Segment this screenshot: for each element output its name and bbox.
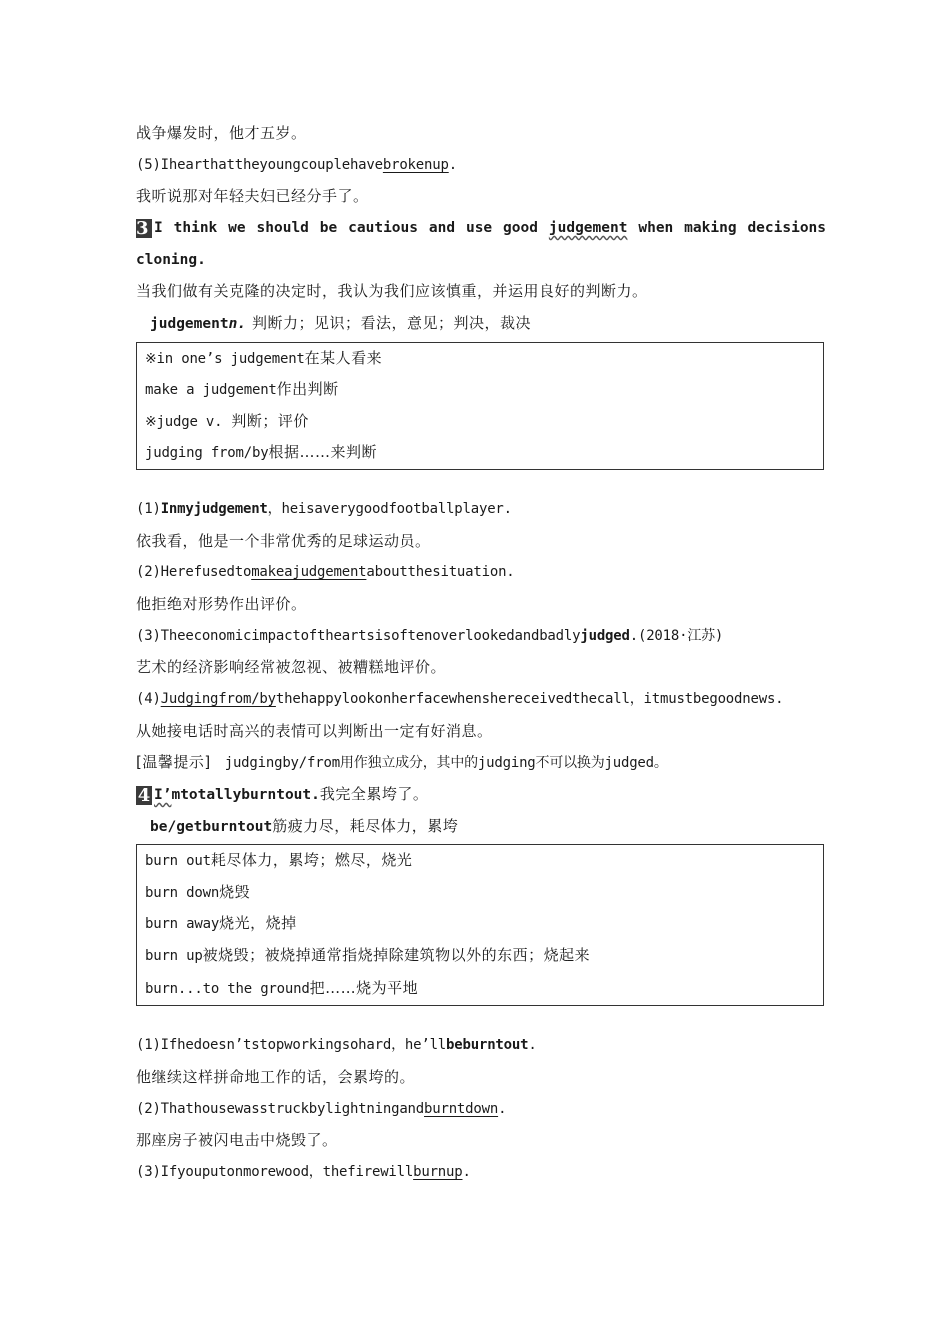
translation-line: 从她接电话时高兴的表情可以判断出一定有好消息。 — [136, 721, 493, 740]
example-2 — [136, 1094, 826, 1126]
phrase-meaning: 在某人看来 — [304, 348, 383, 367]
phrase-meaning: 把……烧为平地 — [309, 979, 419, 998]
phrase-box — [136, 342, 824, 470]
example-3 — [136, 1157, 826, 1189]
box-row — [145, 406, 815, 438]
underlined-phrase: burntdown — [424, 1100, 499, 1117]
headword-meaning: 筋疲力尽，耗尽体力，累垮 — [272, 816, 459, 835]
example-2 — [136, 557, 826, 589]
phrase: burn up — [145, 947, 203, 964]
phrase: ※judge v. — [145, 413, 223, 430]
section-number-badge: 3 — [136, 219, 152, 238]
sentence-text: mtotallyburntout. — [171, 787, 320, 803]
box-row — [145, 374, 815, 406]
underlined-phrase: Judgingfrom/by — [160, 690, 276, 707]
phrase-meaning: 耗尽体力，累垮；燃尽，烧光 — [210, 851, 413, 870]
phrase: ※in one’s judgement — [145, 350, 305, 367]
sentence-translation: 我完全累垮了。 — [319, 785, 429, 803]
example-text: (3)Ifyouputonmorewood，thefirewill — [136, 1164, 414, 1181]
headword: judgement — [150, 316, 229, 333]
sentence-text: when making decisions — [638, 220, 826, 237]
example-1 — [136, 1030, 826, 1062]
section-number-badge: 4 — [137, 785, 151, 806]
section-4-headword — [136, 811, 826, 843]
example-text: (2)Thathousewasstruckbylightningand — [136, 1100, 425, 1117]
phrase: judging from/by — [145, 445, 269, 462]
section-3-headword — [136, 308, 826, 340]
example-text: (1)Ifhedoesn’tstopworkingsohard，he’ll — [136, 1037, 447, 1054]
section-3-sentence-cont: cloning. — [136, 251, 206, 268]
example-text: (1) — [136, 500, 161, 517]
phrase-meaning: 作出判断 — [276, 380, 339, 399]
section-3-translation: 当我们做有关克隆的决定时，我认为我们应该慎重，并运用良好的判断力。 — [136, 282, 648, 301]
box-row — [145, 343, 815, 375]
phrase-meaning: 被烧毁；被烧掉通常指烧掉除建筑物以外的东西；烧起来 — [202, 945, 591, 964]
example-text: aboutthesituation. — [366, 564, 515, 581]
underlined-phrase: burnup — [413, 1164, 463, 1181]
headword: be/getburntout — [150, 818, 273, 835]
example-text: thehappylookonherfacewhenshereceivedthecall，itmustbegoodnews. — [275, 690, 784, 707]
underlined-phrase: makeajudgement — [251, 564, 367, 581]
box-row — [145, 908, 815, 940]
section-4-sentence — [136, 779, 826, 811]
example-text: . — [498, 1100, 507, 1117]
tip-label: [温馨提示] — [136, 753, 211, 772]
phrase: burn away — [145, 916, 220, 933]
phrase-meaning: 烧光，烧掉 — [219, 914, 297, 933]
sentence-text: I think we should be cautious and use good — [154, 220, 538, 237]
box-row — [145, 877, 815, 909]
example-text: . — [448, 156, 457, 173]
phrase: burn out — [145, 853, 211, 870]
phrase: make a judgement — [145, 382, 277, 399]
bold-phrase: beburntout — [446, 1037, 529, 1054]
bold-phrase: judged — [580, 627, 630, 644]
box-row — [145, 971, 815, 1005]
phrase: burn down — [145, 884, 220, 901]
document-page — [136, 118, 826, 1189]
phrase-meaning: 烧毁 — [219, 882, 251, 901]
box-row — [145, 940, 815, 972]
text-line: 战争爆发时，他才五岁。 — [136, 124, 307, 142]
tip-line — [136, 747, 826, 779]
translation-line: 依我看，他是一个非常优秀的足球运动员。 — [136, 531, 431, 550]
phrase-meaning: 根据……来判断 — [268, 443, 377, 462]
tip-text: judgingby/from用作独立成分，其中的judging不可以换为judged。 — [224, 755, 668, 772]
example-text: (4) — [136, 690, 161, 707]
box-row — [145, 845, 815, 877]
phrase: burn...to the ground — [145, 981, 310, 998]
translation-line: 我听说那对年轻夫妇已经分手了。 — [136, 187, 369, 206]
translation-line: 他继续这样拼命地工作的话，会累垮的。 — [136, 1068, 416, 1087]
bold-phrase: Inmyjudgement — [160, 500, 268, 517]
example-4 — [136, 684, 826, 716]
key-word: judgement — [548, 220, 628, 237]
underlined-phrase: brokenup — [382, 156, 449, 173]
part-of-speech: n. — [228, 316, 247, 333]
example-text: . — [528, 1037, 537, 1054]
example-text: (5)Ihearthattheyoungcouplehave — [136, 156, 383, 173]
translation-line: 那座房子被闪电击中烧毁了。 — [136, 1131, 338, 1150]
example-text: (3)Theeconomicimpactoftheartsisoftenoverlookedandbadly — [136, 627, 581, 644]
example-text: (2)Herefusedto — [136, 564, 252, 581]
section-3-sentence — [136, 213, 826, 245]
key-word: I’ — [154, 787, 172, 803]
example-3 — [136, 621, 826, 653]
translation-line: 他拒绝对形势作出评价。 — [136, 594, 307, 613]
example-text: . — [462, 1164, 471, 1181]
phrase-meaning: 判断；评价 — [231, 411, 309, 430]
example-1 — [136, 494, 826, 526]
box-row — [145, 437, 815, 469]
example-text: .(2018·江苏) — [629, 627, 724, 644]
headword-meaning: 判断力；见识；看法，意见；判决，裁决 — [252, 314, 532, 333]
phrase-box — [136, 844, 824, 1006]
translation-line: 艺术的经济影响经常被忽视、被糟糕地评价。 — [136, 658, 447, 677]
example-text: ，heisaverygoodfootballplayer. — [267, 500, 512, 517]
example-5 — [136, 150, 826, 182]
